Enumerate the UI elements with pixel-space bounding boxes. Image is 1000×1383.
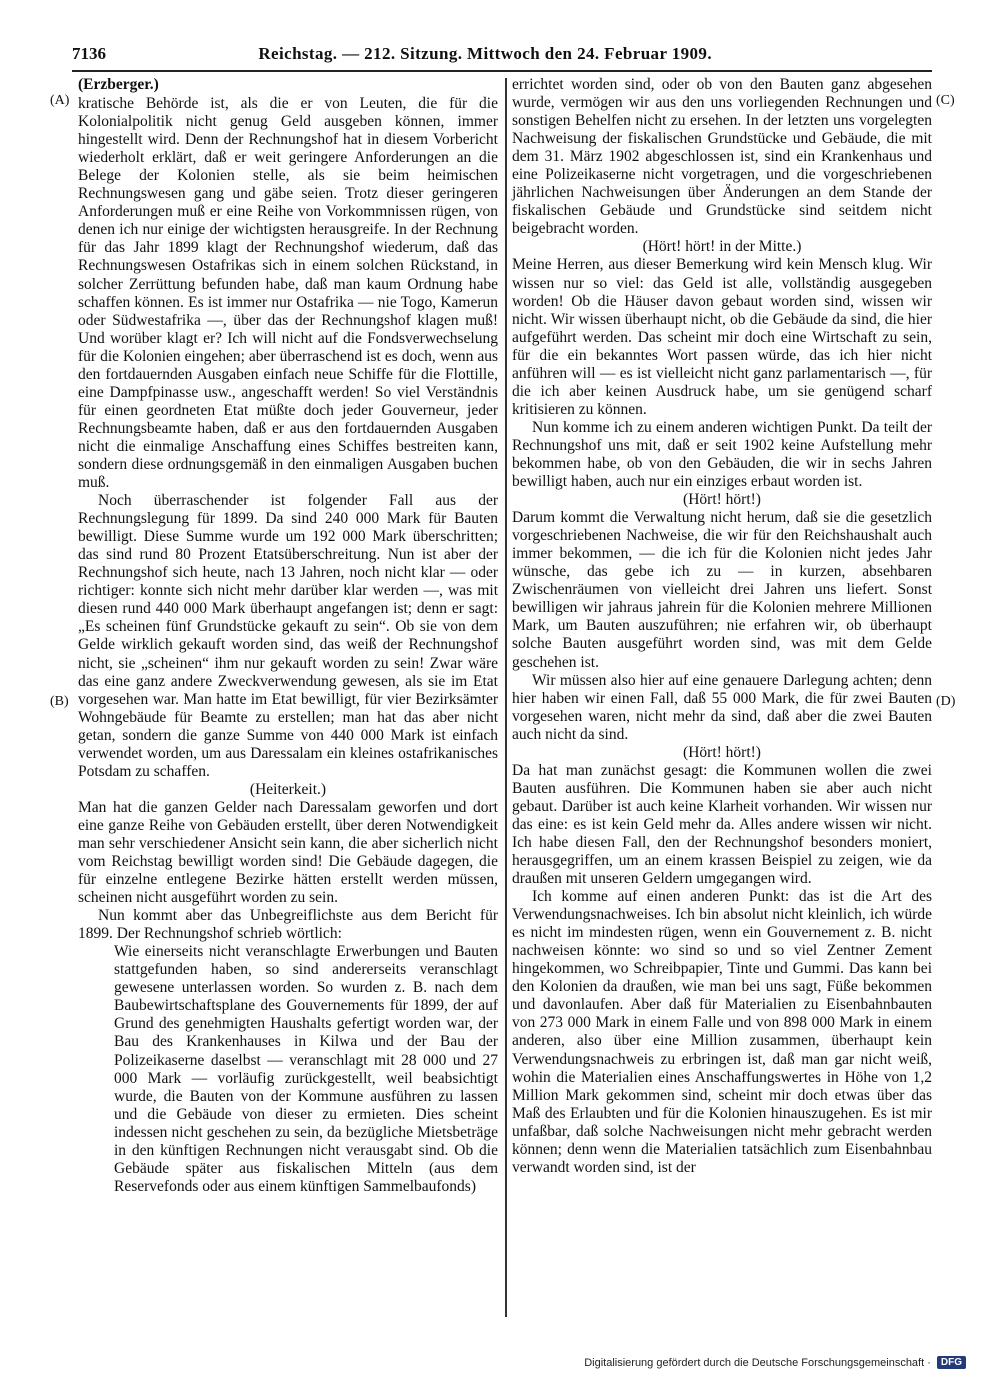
paragraph: Nun kommt aber das Unbegreiflichste aus dem Bericht für 1899. Der Rechnungshof schrieb wörtlich: <box>78 907 498 943</box>
right-column <box>512 76 932 1177</box>
paragraph: Nun komme ich zu einem anderen wichtigen Punkt. Da teilt der Rechnungshof uns mit, daß er seit 1902 keine Aufstellung mehr bekommen habe, ob von den Gebäuden, die wir in sechs Jahren bewilligt haben, auch nur ein einziges erbaut worden ist. <box>512 418 932 491</box>
paragraph: Darum kommt die Verwaltung nicht herum, daß sie die gesetzlich vorgeschriebenen Nachweise, die wir für den Reichshaushalt auch immer bekommen, — die ich für die Kolonien nicht jedes Jahr wünsche, das gebe ich zu — in kurzen, absehbaren Zwischenräumen von vielleicht drei Jahren uns liefert. Sonst bewilligen wir jahraus jahrein für die Kolonien mehrere Millionen Mark, um Bauten auszuführen; nie erfahren wir, ob überhaupt solche Bauten ausgeführt worden sind, was mit dem Gelde geschehen ist. <box>512 509 932 671</box>
paragraph: Wir müssen also hier auf eine genauere Darlegung achten; denn hier haben wir einen Fall, daß 55 000 Mark, die für zwei Bauten vorgesehen waren, nicht mehr da sind, daß aber die zwei Bauten auch nicht da sind. <box>512 671 932 743</box>
paragraph: Noch überraschender ist folgender Fall aus der Rechnungslegung für 1899. Da sind 240 000 Mark für Bauten bewilligt. Diese Summe wurde um 192 000 Mark überschritten; das sind rund 80 Prozent Etatsüberschreitung. Nun ist aber der Rechnungshof sich heute, nach 13 Jahren, noch nicht klar — oder richtiger: konnte sich nicht mehr darüber klar werden —, was mit diesen rund 440 000 Mark überhaupt angefangen ist; denn er sagt: „Es scheinen fünf Grundstücke gekauft zu sein“. Ob sie von dem Gelde wirklich gekauft worden sind, das weiß der Rechnungshof nicht, sie „scheinen“ ihm nur gekauft worden zu sein! Zwar wäre das eine ganz andere Zweckverwendung gewesen, als sie im Etat vorgesehen war. Man hatte im Etat bewilligt, für vier Bezirksämter Wohngebäude für Beamte zu erstellen; man hat das aber nicht getan, sondern die ganze Summe von 440 000 Mark ist einfach verwendet worden, um aus Daressalam ein kleines ostafrikanisches Potsdam zu schaffen. <box>78 492 498 780</box>
interjection: (Hört! hört!) <box>683 743 761 761</box>
page-number: 7136 <box>72 44 106 63</box>
quote-text: Wie einerseits nicht veranschlagte Erwerbungen und Bauten stattgefunden haben, so sind andererseits veranschlagt gewesene unterlassen worden. So wurden z. B. nach dem Baubewirtschaftsplane des Gouvernements für 1899, der auf Grund des genehmigten Haushalts gefertigt worden war, der Bau des Krankenhauses in Kilwa und der Bau der Polizeikaserne daselbst — veranschlagt mit 28 000 und 27 000 Mark — vorläufig zurückgestellt, weil beabsichtigt wurde, die Bauten von der Kommune ausführen zu lassen und die Gebäude von dieser zu ermieten. Dies scheint indessen nicht geschehen zu sein, da bezügliche Mietsbeträge in den künftigen Rechnungen nicht verausgabt sind. Ob die Gebäude später aus fiskalischen Mitteln (aus dem Reservefonds oder aus einem künftigen Sammelbaufonds) <box>114 943 498 1195</box>
column-divider <box>505 78 507 1317</box>
interjection: (Heiterkeit.) <box>249 780 327 798</box>
interjection: (Hört! hört!) <box>683 491 761 509</box>
paragraph: Ich komme auf einen anderen Punkt: das ist die Art des Verwendungsnachweises. Ich bin absolut nicht kleinlich, ich würde es nicht im mindesten rügen, wenn ein Gouvernement z. B. nicht nachweisen könnte: wo sind so und so viel Zentner Zement hingekommen, wo Schreibpapier, Tinte und Gummi. Das kann bei den Kolonien da draußen, wie man bei uns sagt, Füße bekommen und davonlaufen. Aber daß für Materialien zu Eisenbahnbauten von 273 000 Mark in einem Falle und von 898 000 Mark in einem anderen, also über eine Million zusammen, überhaupt kein Verwendungsnachweis zu erbringen ist, daß man gar nicht weiß, wohin die Materialien eines Anschaffungswertes in Höhe von 1,2 Million Mark gekommen sind, scheint mir doch etwas über das Maß des Erlaubten und für die Kolonien hinauszugehen. Es ist mir unfaßbar, daß solche Nachweisungen nicht mehr gebracht werden können; denn wenn die Materialien tatsächlich zum Eisenbahnbau verwandt worden sind, ist der <box>512 888 932 1176</box>
dfg-logo: DFG <box>937 1356 966 1369</box>
paragraph: kratische Behörde ist, als die er von Leuten, die für die Kolonialpolitik nicht genug Geld ausgeben können, immer hingestellt wird. Denn der Rechnungshof hat in diesem Vorbericht wiederholt erklärt, daß er weit geringere Anforderungen an die Belege der Kolonien stelle, als sie beim heimischen Rechnungswesen gang und gäbe seien. Trotz dieser geringeren Anforderungen muß er eine Reihe von Vorkommnissen rügen, von denen ich nur einige der wichtigsten herausgreife. In der Rechnung für das Jahr 1899 klagt der Rechnungshof wiederum, daß das Rechnungswesen Ostafrikas sich in einem solchen Rückstand, in solcher Zerrüttung befunden habe, daß man kaum Ordnung habe schaffen können. Es ist immer nur Ostafrika — nie Togo, Kamerun oder Südwestafrika —, über das der Rechnungshof klagen muß! Und worüber klagt er? Ich will nicht auf die Fondsverwechselung für die Kolonien eingehen; aber überraschend ist es doch, wenn aus den fortdauernden Ausgaben einfach neue Schiffe für die Flottille, eine Dampfpinasse usw., angeschafft werden! So viel Verständnis für einen geordneten Etat müßte doch jeder Gouverneur, jeder Rechnungsbeamte haben, daß er aus den fortdauernden Ausgaben nicht die einmalige Anschaffung eines Schiffes bestreiten kann, sondern diese ordnungsgemäß in den einmaligen Ausgaben buchen muß. <box>78 95 498 492</box>
page-header <box>72 44 932 72</box>
margin-marker-d: (D) <box>936 694 956 709</box>
margin-marker-b: (B) <box>50 694 69 709</box>
margin-marker-c: (C) <box>936 93 955 108</box>
digitization-footer <box>584 1356 966 1369</box>
left-column <box>78 76 498 1196</box>
paragraph: Man hat die ganzen Gelder nach Daressalam geworfen und dort eine ganze Reihe von Gebäuden erstellt, über deren Notwendigkeit man sehr verschiedener Ansicht sein kann, die aber sicherlich nicht vom Reichstag bewilligt worden sind! Die Gebäude dagegen, die für einzelne entlegene Bezirke hätten erstellt werden müssen, scheinen nicht ausgeführt worden zu sein. <box>78 798 498 907</box>
margin-marker-a: (A) <box>50 93 70 108</box>
paragraph: Da hat man zunächst gesagt: die Kommunen wollen die zwei Bauten ausführen. Die Kommunen haben sie aber auch nicht gebaut. Darüber ist auch keine Klarheit vorhanden. Wir wissen nur das eine: es ist kein Geld mehr da. Alles andere wissen wir nicht. Ich habe diesen Fall, den der Rechnungshof besonders moniert, herausgegriffen, um an einem krassen Beispiel zu zeigen, wie da draußen mit unseren Geldern umgegangen wird. <box>512 761 932 888</box>
paragraph: Meine Herren, aus dieser Bemerkung wird kein Mensch klug. Wir wissen nur so viel: das Geld ist alle, vollständig ausgegeben worden! Ob die Häuser davon gebaut worden sind, wissen wir nicht. Wir wissen überhaupt nicht, ob die Gebäude da sind, die hier aufgeführt werden. Das scheint mir doch eine Wirtschaft zu sein, für die ein bekanntes Wort passen würde, das ich hier nicht anführen will — es ist vielleicht nicht ganz parlamentarisch —, für die ich aber keinen Ausdruck habe, um sie genügend scharf kritisieren zu können. <box>512 256 932 418</box>
speaker-label: (Erzberger.) <box>78 76 159 93</box>
interjection: (Hört! hört! in der Mitte.) <box>642 238 802 256</box>
footer-credit: Digitalisierung gefördert durch die Deutsche Forschungsgemeinschaft · <box>584 1356 931 1369</box>
block-quote <box>114 943 498 1196</box>
paragraph: errichtet worden sind, oder ob von den Bauten ganz abgesehen wurde, vermögen wir aus den uns vorliegenden Rechnungen und sonstigen Behelfen nicht zu ersehen. In der letzten uns vorgelegten Nachweisung der fiskalischen Grundstücke und Gebäude, die mit dem 31. März 1902 abgeschlossen ist, sind ein Krankenhaus und eine Polizeikaserne nicht vorgetragen, und die vorgeschriebenen jährlichen Nachweisungen über Änderungen an dem Stande der fiskalischen Gebäude und Grundstücke sind seitdem nicht beigebracht worden. <box>512 76 932 238</box>
page-title: Reichstag. — 212. Sitzung. Mittwoch den 24. Februar 1909. <box>258 44 712 63</box>
